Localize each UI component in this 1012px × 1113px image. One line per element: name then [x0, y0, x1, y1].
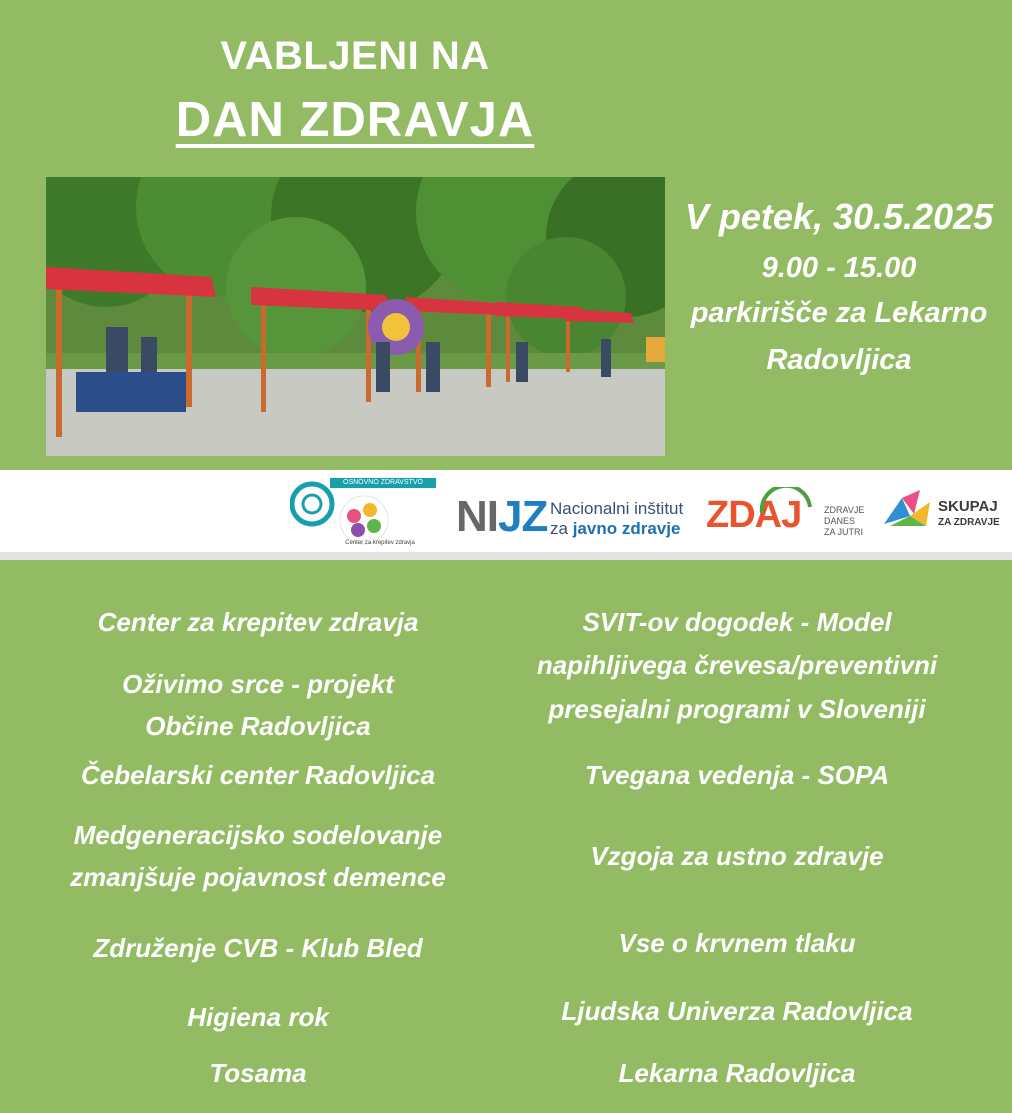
event-location: parkirišče za Lekarno: [690, 297, 988, 329]
program-item: zmanjšuje pojavnost demence: [70, 862, 446, 892]
program-item: Čebelarski center Radovljica: [80, 760, 436, 790]
partner-logos: [0, 470, 1012, 560]
program-item: Vse o krvnem tlaku: [618, 928, 856, 958]
program-item: napihljivega črevesa/preventivni: [536, 650, 938, 680]
skupaj-logo: SKUPAJ ZA ZDRAVJE: [938, 498, 1000, 528]
program-item: Vzgoja za ustno zdravje: [590, 841, 884, 871]
program-item: Medgeneracijsko sodelovanje: [73, 820, 443, 850]
nijz-logo: NIJZ: [456, 492, 548, 541]
program-item: Oživimo srce - projekt: [122, 669, 394, 699]
zdaj-tagline: ZDRAVJE DANES ZA JUTRI: [824, 505, 865, 537]
nijz-name-line2: za javno zdravje: [550, 519, 681, 538]
program-item: Občine Radovljica: [145, 711, 371, 741]
program-item: Higiena rok: [187, 1002, 329, 1032]
event-location-city: Radovljica: [766, 344, 912, 376]
ozg-banner-text: OSNOVNO ZDRAVSTVO GORENJSKE: [330, 478, 436, 488]
event-time: 9.00 - 15.00: [761, 252, 917, 284]
title-invitation: VABLJENI NA: [220, 34, 490, 78]
program-item: Tvegana vedenja - SOPA: [584, 760, 890, 790]
program-item: Združenje CVB - Klub Bled: [93, 933, 423, 963]
event-photo: [46, 177, 665, 456]
nijz-name: [550, 499, 683, 539]
program-item: Center za krepitev zdravja: [97, 607, 419, 637]
program-item: presejalni programi v Sloveniji: [548, 694, 926, 724]
zdaj-logo: ZDAJ: [706, 494, 802, 536]
program-item: Ljudska Univerza Radovljica: [561, 996, 913, 1026]
title-event-name: DAN ZDRAVJA: [175, 93, 535, 147]
program-item: SVIT-ov dogodek - Model: [582, 607, 892, 637]
nijz-name-line1: Nacionalni inštitut: [550, 499, 684, 518]
ozg-subtitle: Center za krepitev zdravja: [345, 540, 415, 546]
program-item: Tosama: [209, 1058, 307, 1088]
zdaj-arc-icon: [756, 487, 816, 517]
skupaj-bird-icon: [880, 488, 936, 532]
ozg-logo: [290, 478, 436, 548]
program-item: Lekarna Radovljica: [618, 1058, 856, 1088]
event-date: V petek, 30.5.2025: [684, 196, 994, 237]
